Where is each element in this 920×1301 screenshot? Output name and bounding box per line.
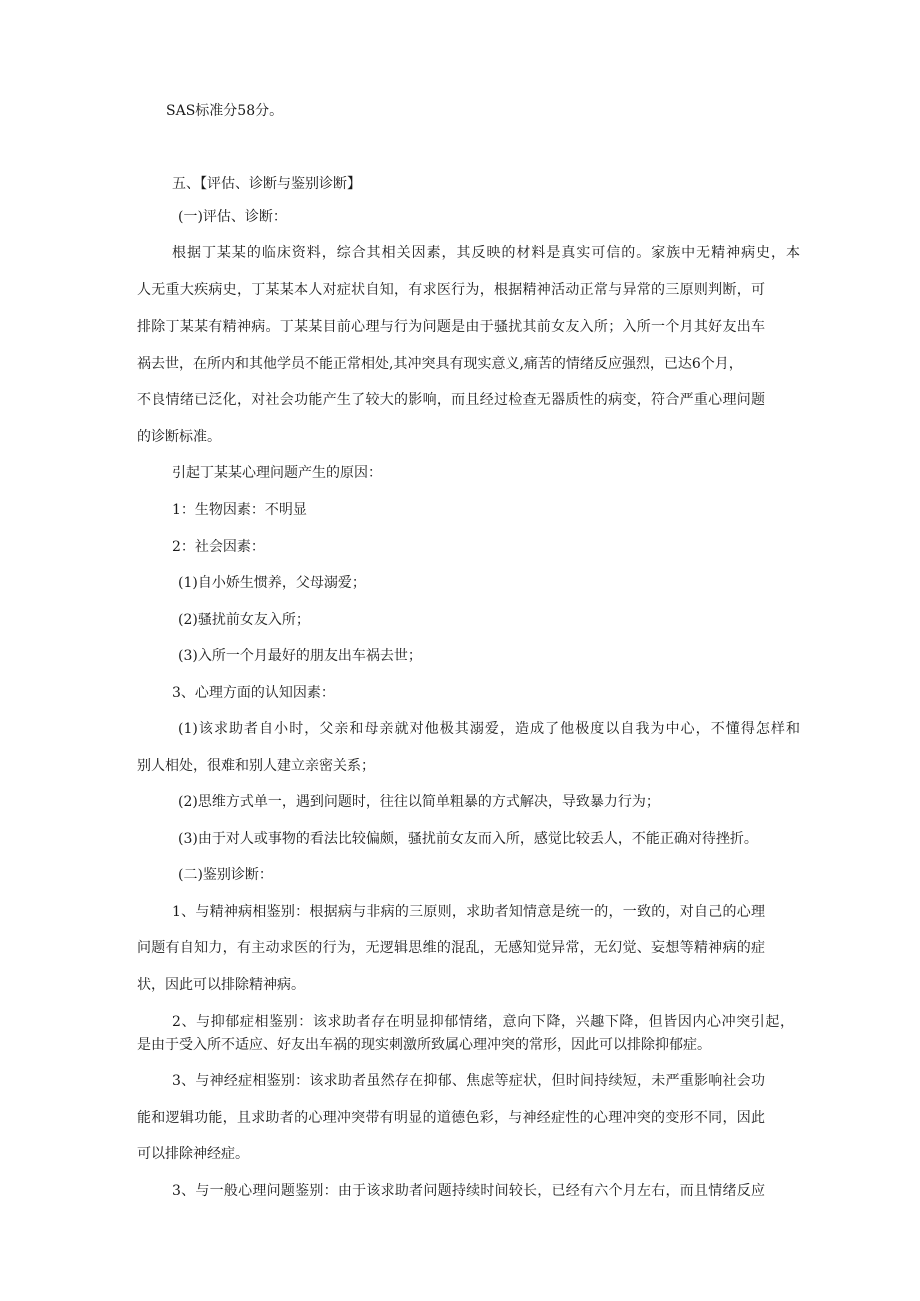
paragraph-line: 根据丁某某的临床资料，综合其相关因素，其反映的材料是真实可信的。家族中无精神病史，本 <box>172 245 800 261</box>
list-item: (3)入所一个月最好的朋友出车祸去世； <box>178 648 422 664</box>
paragraph-line: 排除丁某某有精神病。丁某某目前心理与行为问题是由于骚扰其前女友入所；入所一个月其好友出车 <box>137 319 765 335</box>
subheading-differential: (二)鉴别诊断： <box>178 867 273 883</box>
paragraph-line: 3、与一般心理问题鉴别：由于该求助者问题持续时间较长，已经有六个月左右，而且情绪反应 <box>172 1183 765 1199</box>
list-item: (1)自小娇生惯养，父母溺爱； <box>178 575 366 591</box>
paragraph-line: 能和逻辑功能，且求助者的心理冲突带有明显的道德色彩，与神经症性的心理冲突的变形不同，因此 <box>137 1110 765 1126</box>
list-item: (2)思维方式单一，遇到问题时，往往以简单粗暴的方式解决，导致暴力行为； <box>178 794 660 810</box>
paragraph-line: 问题有自知力，有主动求医的行为，无逻辑思维的混乱，无感知觉异常，无幻觉、妄想等精神病的症 <box>137 940 765 956</box>
paragraph-line: 状，因此可以排除精神病。 <box>137 977 305 993</box>
list-item: 2：社会因素： <box>172 539 265 555</box>
paragraph-line: 别人相处，很难和别人建立亲密关系； <box>137 758 375 774</box>
list-item: (3)由于对人或事物的看法比较偏颇，骚扰前女友而入所，感觉比较丢人，不能正确对待挫折。 <box>178 831 758 847</box>
list-item: (1)该求助者自小时，父亲和母亲就对他极其溺爱，造成了他极度以自我为中心，不懂得怎样和 <box>178 721 800 737</box>
paragraph-line: 人无重大疾病史，丁某某本人对症状自知，有求医行为，根据精神活动正常与异常的三原则判断，可 <box>137 282 765 298</box>
list-item: (2)骚扰前女友入所； <box>178 612 310 628</box>
text-line-sas-score: SAS标准分58分。 <box>166 103 284 119</box>
paragraph-line: 是由于受入所不适应、好友出车祸的现实刺激所致属心理冲突的常形，因此可以排除抑郁症。 <box>137 1037 711 1053</box>
paragraph-line: 可以排除神经症。 <box>137 1146 249 1162</box>
list-item: 3、心理方面的认知因素： <box>172 685 335 701</box>
paragraph-line: 1、与精神病相鉴别：根据病与非病的三原则，求助者知情意是统一的，一致的，对自己的心理 <box>172 904 765 920</box>
paragraph-line: 引起丁某某心理问题产生的原因： <box>172 465 382 481</box>
paragraph-line: 的诊断标准。 <box>137 429 221 445</box>
subheading-assessment: (一)评估、诊断： <box>178 209 287 225</box>
paragraph-line: 3、与神经症相鉴别：该求助者虽然存在抑郁、焦虑等症状，但时间持续短，未严重影响社会功 <box>172 1073 765 1089</box>
section-heading-5: 五、【评估、诊断与鉴别诊断】 <box>172 176 361 192</box>
paragraph-line: 不良情绪已泛化，对社会功能产生了较大的影响，而且经过检查无器质性的病变，符合严重心理问题 <box>137 392 765 408</box>
paragraph-line: 祸去世，在所内和其他学员不能正常相处,其冲突具有现实意义,痛苦的情绪反应强烈，已达6个月， <box>137 356 743 372</box>
paragraph-line: 2、与抑郁症相鉴别：该求助者存在明显抑郁情绪，意向下降，兴趣下降，但皆因内心冲突引起， <box>172 1014 794 1030</box>
list-item: 1：生物因素：不明显 <box>172 502 307 518</box>
